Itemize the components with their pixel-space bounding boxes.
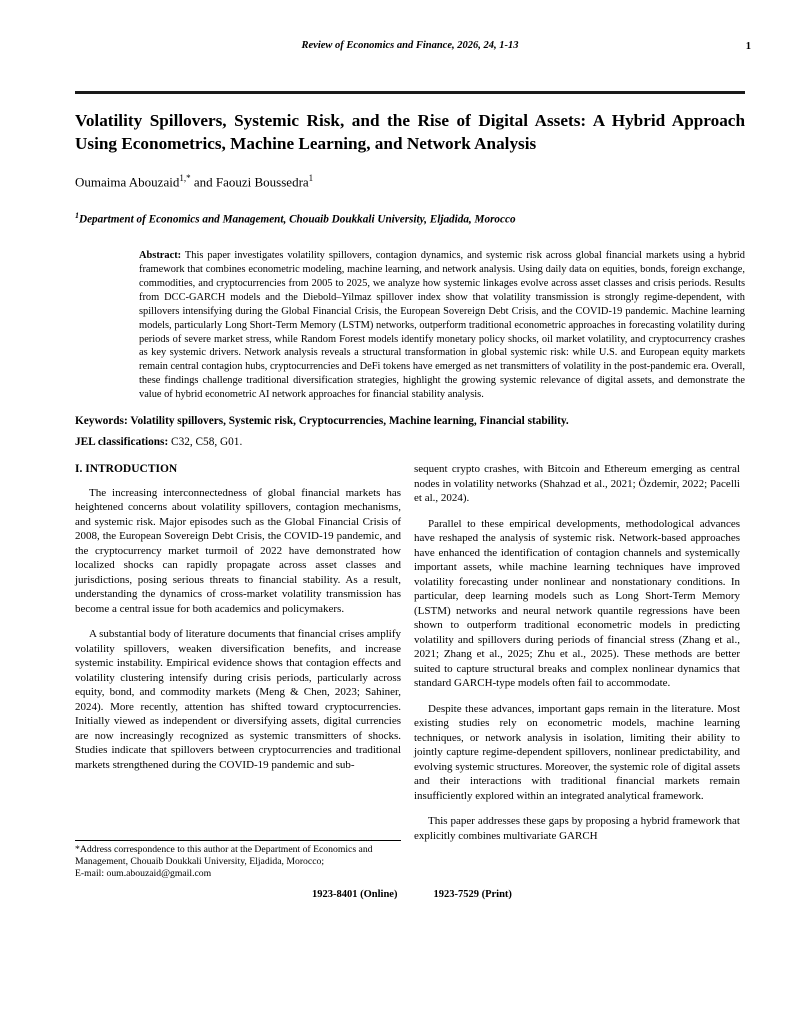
journal-title: Review of Economics and Finance, 2026, 24, 1-13 <box>301 40 519 51</box>
author-name-2: Faouzi Boussedra <box>215 174 309 190</box>
abstract-block <box>139 249 745 402</box>
author-1-superscript: 1,* <box>179 173 191 183</box>
authors-connector: and <box>190 174 216 190</box>
jel-classifications-line <box>75 436 745 448</box>
left-column <box>75 462 401 880</box>
header-divider-rule <box>75 91 745 94</box>
paragraph: sequent crypto crashes, with Bitcoin and Ethereum emerging as central nodes in volatility networks (Shahzad et al., 2021; Özdemir, 2022; Pacelli et al., 2024). <box>414 463 740 505</box>
keywords-label: Keywords: <box>75 415 128 428</box>
author-name-1: Oumaima Abouzaid <box>75 174 180 190</box>
correspondence-footnote <box>75 840 401 880</box>
footnote-email: E-mail: oum.abouzaid@gmail.com <box>75 868 212 880</box>
abstract-text: This paper investigates volatility spillovers, contagion dynamics, and systemic risk across global financial markets using a hybrid framework that combines econometric modeling, machine learning, and network analysis. Using daily data on equities, bonds, foreign exchange, commodities, and cryptocurrencies from 2005 to 2025, we analyze how systemic linkages evolve across asset classes and crisis periods. Results from DCC-GARCH models and the Diebold–Yilmaz spillover index show that volatility transmission is strongly regime-dependent, with spillovers intensifying during the Global Financial Crisis, the European Sovereign Debt Crisis, and the COVID-19 pandemic. Machine learning models, particularly Long Short-Term Memory (LSTM) networks, outperform traditional econometric approaches in forecasting volatility during periods of severe market stress, while Random Forest models identify monetary policy shocks, oil market volatility, and cryptocurrency crashes as key systemic drivers. Network analysis reveals a structural transformation in global systemic risk: while U.S. and European equity markets remain central contagion hubs, cryptocurrencies and DeFi tokens have emerged as net transmitters of volatility in the post-pandemic era. Overall, these findings challenge traditional diversification strategies, highlight the growing systemic relevance of digital assets, and demonstrate the value of hybrid econometric AI network approaches for financial stability analysis. <box>139 250 745 401</box>
issn-print: 1923-7529 (Print) <box>433 889 512 901</box>
paragraph: Despite these advances, important gaps remain in the literature. Most existing studies rely on econometric models, machine learning techniques, or network analysis in isolation, limiting their ability to jointly capture regime-dependent spillovers, nonlinear predictability, and evolving systemic structures. Moreover, the systemic role of digital assets and their interactions with traditional financial markets remain insufficiently explored within an integrated analytical framework. <box>414 702 740 802</box>
authors-line <box>75 173 745 190</box>
page-number: 1 <box>745 41 751 52</box>
paragraph: This paper addresses these gaps by proposing a hybrid framework that explicitly combines multivariate GARCH <box>414 815 740 842</box>
jel-label: JEL classifications: <box>75 436 169 449</box>
paragraph: A substantial body of literature documents that financial crises amplify volatility spillovers, weaken diversification benefits, and increase systemic instability. Empirical evidence shows that contagion effects and volatility clustering intensify during crisis periods, particularly across equity, bond, and commodity markets (Meng & Chen, 2023; Sahiner, 2024). More recently, attention has shifted toward cryptocurrencies. Initially viewed as independent or diversifying assets, digital currencies are now increasingly recognized as systemic transmitters of shocks. Studies indicate that spillovers between cryptocurrencies and traditional markets strengthened during the COVID-19 pandemic and sub- <box>75 628 401 771</box>
paragraph: Parallel to these empirical developments, methodological advances have reshaped the analysis of systemic risk. Network-based approaches have enhanced the identification of contagion channels and systemically important assets, while machine learning techniques have improved volatility forecasting under nonlinear and nonstationary conditions. In particular, deep learning models such as Long Short-Term Memory (LSTM) networks and neural network quantile regressions have been shown to outperform traditional econometric models in predicting volatility and spillovers during periods of financial stress (Zhang et al., 2021; Zhang et al., 2025; Zhu et al., 2025). These methods are better suited to capture structural breaks and complex nonlinear dynamics that standard GARCH-type models often fail to accommodate. <box>414 517 740 690</box>
page-header <box>75 40 751 52</box>
paper-title: Volatility Spillovers, Systemic Risk, and the Rise of Digital Assets: A Hybrid Approach Using Econometrics, Machine Learning, and Network Analysis <box>75 111 745 153</box>
issn-footer <box>75 889 745 900</box>
issn-online: 1923-8401 (Online) <box>312 889 398 901</box>
affiliation-superscript: 1 <box>75 211 79 221</box>
affiliation-text: Department of Economics and Management, Chouaib Doukkali University, Eljadida, Morocco <box>79 214 516 227</box>
abstract-label: Abstract: <box>139 250 182 262</box>
introduction-heading: I. INTRODUCTION <box>75 463 178 476</box>
author-2-superscript: 1 <box>308 173 314 183</box>
affiliation-line <box>75 211 745 226</box>
two-column-body <box>75 462 745 880</box>
footnote-text: *Address correspondence to this author at the Department of Economics and Management, Chouaib Doukkali University, Eljadida, Morocco; <box>75 844 373 868</box>
keywords-line <box>75 415 745 427</box>
paragraph: The increasing interconnectedness of global financial markets has heightened concerns about volatility spillovers, contagion mechanisms, and systemic risk. Major episodes such as the Global Financial Crisis of 2008, the European Sovereign Debt Crisis, the COVID-19 pandemic, and the cryptocurrency market turmoil of 2022 have demonstrated how localized shocks can rapidly propagate across asset classes and jurisdictions, posing serious threats to financial stability. As a result, understanding the dynamics of cross-market volatility transmission has become a central issue for both academics and policymakers. <box>75 486 401 615</box>
right-column <box>414 462 740 880</box>
jel-text: C32, C58, G01. <box>168 436 243 449</box>
keywords-text: Volatility spillovers, Systemic risk, Cryptocurrencies, Machine learning, Financial stability. <box>127 415 569 428</box>
